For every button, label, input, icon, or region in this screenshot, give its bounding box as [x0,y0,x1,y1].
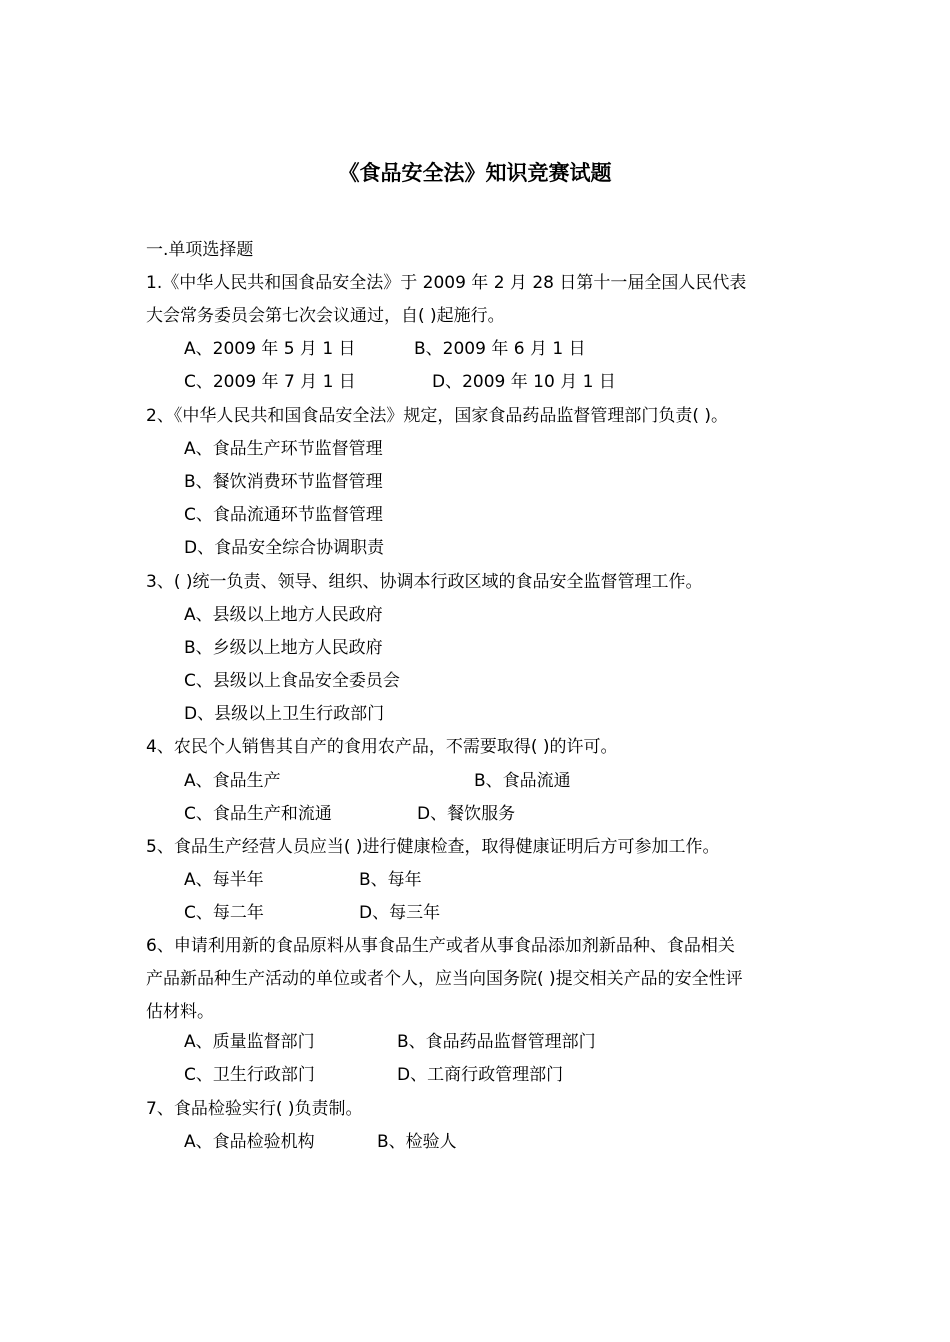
question-2-option-c: C、食品流通环节监督管理 [184,505,383,525]
question-6-option-b: B、食品药品监督管理部门 [397,1032,596,1052]
question-6-option-d: D、工商行政管理部门 [397,1065,564,1085]
question-5-line-1: 5、食品生产经营人员应当( )进行健康检查，取得健康证明后方可参加工作。 [146,837,720,857]
question-2-option-b: B、餐饮消费环节监督管理 [184,472,383,492]
question-1-option-b: B、2009 年 6 月 1 日 [414,339,586,359]
question-3-option-c: C、县级以上食品安全委员会 [184,671,400,691]
question-7-option-a: A、食品检验机构 [184,1132,315,1152]
question-6-option-c: C、卫生行政部门 [184,1065,315,1085]
question-6-line-1: 6、申请利用新的食品原料从事食品生产或者从事食品添加剂新品种、食品相关 [146,936,735,956]
question-2-option-a: A、食品生产环节监督管理 [184,439,383,459]
question-5-option-d: D、每三年 [359,903,441,923]
question-1-line-1: 1.《中华人民共和国食品安全法》于 2009 年 2 月 28 日第十一届全国人民代表 [146,273,747,293]
section-heading: 一.单项选择题 [146,240,254,260]
question-1-option-a: A、2009 年 5 月 1 日 [184,339,356,359]
question-1-option-c: C、2009 年 7 月 1 日 [184,372,356,392]
question-3-option-d: D、县级以上卫生行政部门 [184,704,385,724]
question-3-option-b: B、乡级以上地方人民政府 [184,638,383,658]
question-4-option-c: C、食品生产和流通 [184,804,332,824]
question-3-line-1: 3、( )统一负责、领导、组织、协调本行政区域的食品安全监督管理工作。 [146,572,703,592]
question-4-option-b: B、食品流通 [474,771,571,791]
question-1-option-d: D、2009 年 10 月 1 日 [432,372,616,392]
question-6-option-a: A、质量监督部门 [184,1032,315,1052]
question-6-line-2: 产品新品种生产活动的单位或者个人，应当向国务院( )提交相关产品的安全性评 [146,969,743,989]
question-4-line-1: 4、农民个人销售其自产的食用农产品，不需要取得( )的许可。 [146,737,618,757]
question-4-option-d: D、餐饮服务 [417,804,516,824]
question-7-option-b: B、检验人 [377,1132,457,1152]
question-5-option-c: C、每二年 [184,903,264,923]
question-6-line-3: 估材料。 [146,1002,214,1022]
question-5-option-a: A、每半年 [184,870,264,890]
question-3-option-a: A、县级以上地方人民政府 [184,605,383,625]
document-title: 《食品安全法》知识竞赛试题 [338,161,612,185]
question-4-option-a: A、食品生产 [184,771,281,791]
question-1-line-2: 大会常务委员会第七次会议通过，自( )起施行。 [146,306,505,326]
question-5-option-b: B、每年 [359,870,422,890]
question-7-line-1: 7、食品检验实行( )负责制。 [146,1099,363,1119]
question-2-option-d: D、食品安全综合协调职责 [184,538,385,558]
question-2-line-1: 2、《中华人民共和国食品安全法》规定，国家食品药品监督管理部门负责( )。 [146,406,728,426]
